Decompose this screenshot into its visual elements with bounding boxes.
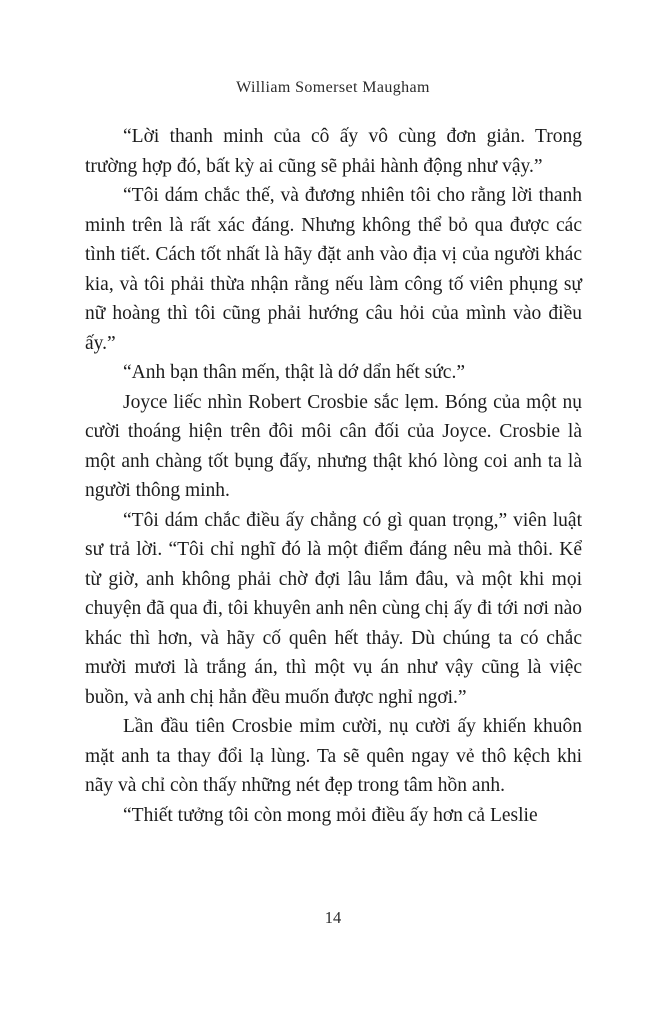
paragraph: “Tôi dám chắc điều ấy chẳng có gì quan trọng,” viên luật sư trả lời. “Tôi chỉ nghĩ đó là một điểm đáng nêu mà thôi. Kể từ giờ, anh không phải chờ đợi lâu lắm đâu, và một khi mọi chuyện đã qua đi, tôi khuyên anh nên cùng chị ấy đi tới nơi nào khác thì hơn, và hãy cố quên hết thảy. Dù chúng ta có chắc mười mươi là trắng án, thì một vụ án như vậy cũng là việc buồn, và anh chị hẳn đều muốn được nghỉ ngơi.” bbox=[85, 509, 582, 708]
paragraph: “Tôi dám chắc thế, và đương nhiên tôi cho rằng lời thanh minh trên là rất xác đáng. Nhưng không thể bỏ qua được các tình tiết. Cách tốt nhất là hãy đặt anh vào địa vị của người khác kia, và tôi phải thừa nhận rằng nếu làm công tố viên phụng sự nữ hoàng thì tôi cũng phải hướng câu hỏi của mình vào điều ấy.” bbox=[85, 185, 582, 354]
paragraph: “Anh bạn thân mến, thật là dớ dẩn hết sức.” bbox=[123, 362, 465, 383]
paragraph: “Lời thanh minh của cô ấy vô cùng đơn giản. Trong trường hợp đó, bất kỳ ai cũng sẽ phải hành động như vậy.” bbox=[85, 126, 582, 177]
page-body-text bbox=[85, 122, 582, 830]
paragraph: “Thiết tưởng tôi còn mong mỏi điều ấy hơn cả Leslie bbox=[123, 804, 538, 826]
page-number: 14 bbox=[324, 908, 342, 927]
running-head-author: William Somerset Maugham bbox=[236, 79, 430, 96]
paragraph: Joyce liếc nhìn Robert Crosbie sắc lẹm. Bóng của một nụ cười thoáng hiện trên đôi môi cân đối của Joyce. Crosbie là một anh chàng tốt bụng đấy, nhưng thật khó lòng coi anh ta là người thông minh. bbox=[85, 391, 582, 501]
paragraph: Lần đầu tiên Crosbie mỉm cười, nụ cười ấy khiến khuôn mặt anh ta thay đổi lạ lùng. Ta sẽ quên ngay vẻ thô kệch khi nãy và chỉ còn thấy những nét đẹp trong tâm hồn anh. bbox=[85, 716, 582, 796]
